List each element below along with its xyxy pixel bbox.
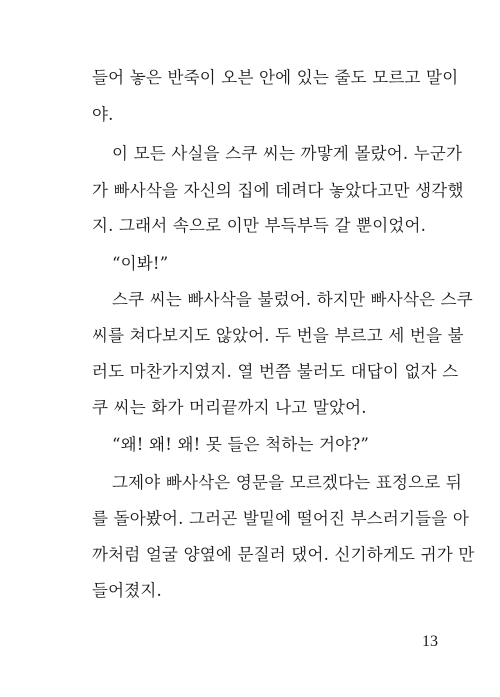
text-line-8: 씨를 쳐다보지도 않았어. 두 번을 부르고 세 번을 불	[92, 326, 464, 345]
text-line-10: 쿠 씨는 화가 머리끝까지 나고 말았어.	[92, 398, 367, 417]
text-line-1: 들어 놓은 반죽이 오븐 안에 있는 줄도 모르고 말이	[92, 68, 459, 87]
text-line-15: 들어졌지.	[92, 581, 163, 600]
text-line-14: 까처럼 얼굴 양옆에 문질러 댔어. 신기하게도 귀가 만	[92, 545, 475, 564]
text-line-9: 러도 마찬가지였지. 열 번쯤 불러도 대답이 없자 스	[92, 362, 459, 381]
text-line-12: 그제야 빠사삭은 영문을 모르겠다는 표정으로 뒤	[112, 473, 463, 492]
text-line-4: 가 빠사삭을 자신의 집에 데려다 놓았다고만 생각했	[92, 181, 464, 200]
text-line-2: 야.	[92, 105, 114, 124]
text-line-7: 스쿠 씨는 빠사삭을 불렀어. 하지만 빠사삭은 스쿠	[112, 290, 473, 309]
text-line-13: 를 돌아봤어. 그러곤 발밑에 떨어진 부스러기들을 아	[92, 509, 470, 528]
text-line-11: “왜! 왜! 왜! 못 들은 척하는 거야?”	[112, 435, 370, 454]
text-line-5: 지. 그래서 속으로 이만 부득부득 갈 뿐이었어.	[92, 216, 427, 235]
page-number: 13	[422, 633, 438, 650]
text-line-6: “이봐!”	[112, 254, 169, 273]
text-line-3: 이 모든 사실을 스쿠 씨는 까맣게 몰랐어. 누군가	[112, 144, 463, 163]
